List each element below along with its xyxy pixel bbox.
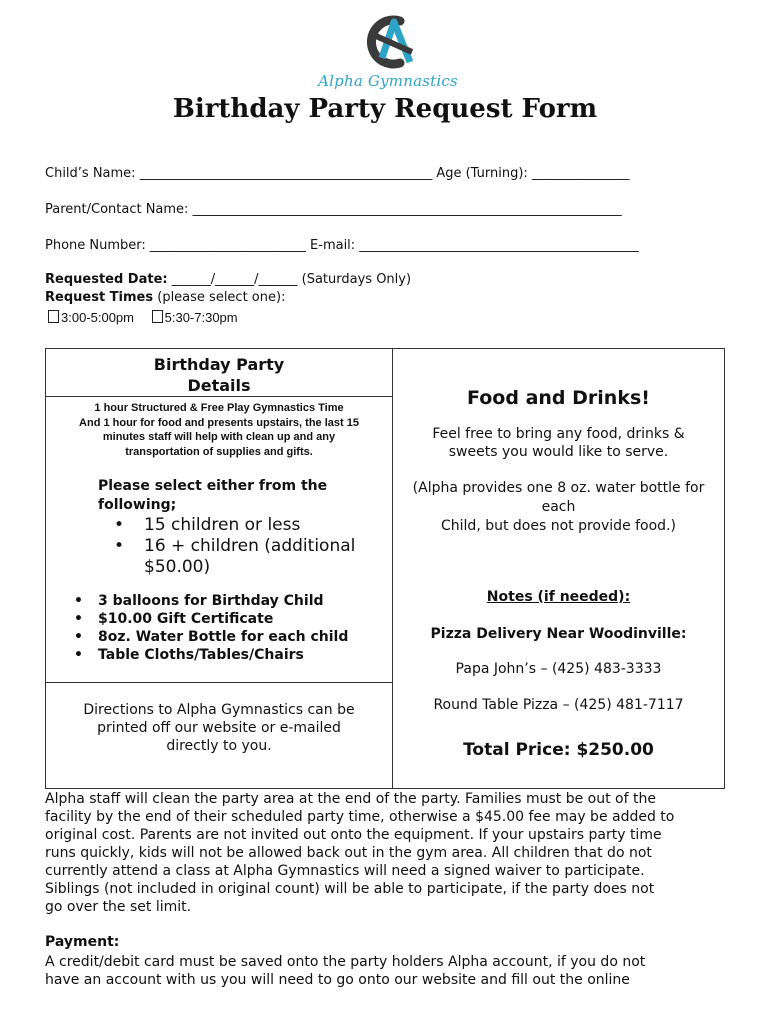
bullet-icon: • xyxy=(114,515,125,535)
bullet-icon: • xyxy=(74,629,83,645)
list-item: • 15 children or less xyxy=(114,515,301,535)
children-count-options xyxy=(114,515,392,578)
bullet-icon: • xyxy=(74,593,83,609)
bullet-icon: • xyxy=(114,536,125,556)
request-times-hint: (please select one): xyxy=(153,290,286,305)
list-item: • 3 balloons for Birthday Child xyxy=(74,593,324,609)
directions-note: Directions to Alpha Gymnastics can be printed off our website or e-mailed directly to you. xyxy=(83,702,355,754)
party-policy: Alpha staff will clean the party area at the end of the party. Families must be out of the facility by the end of their scheduled party time, otherwise a $45.00 fee may be added to original cost. Parents are not invited out onto the equipment. If your upstairs party time runs quickly, kids will not be allowed back out in the gym area. All children that do not currently attend a class at Alpha Gymnastics will need a signed waiver to participate. Siblings (not included in original count) will be able to participate, if the party does not go over the set limit. xyxy=(45,791,675,915)
payment-heading: Payment: xyxy=(45,934,120,950)
table-divider xyxy=(392,349,393,788)
bullet-icon: • xyxy=(74,611,83,627)
alpha-logo-icon xyxy=(356,12,420,72)
payment-text: A credit/debit card must be saved onto the party holders Alpha account, if you do not have an account with us you will need to go onto our website and fill out the online xyxy=(45,954,646,988)
bullet-icon: • xyxy=(74,647,83,663)
requested-date-label: Requested Date: xyxy=(45,272,168,287)
pizza-heading: Pizza Delivery Near Woodinville: xyxy=(430,626,687,642)
requested-date-row xyxy=(45,272,411,287)
page-title: Birthday Party Request Form xyxy=(172,94,598,124)
logo-wordmark: Alpha Gymnastics xyxy=(318,72,458,90)
list-item: • 16 + children (additional $50.00) xyxy=(114,536,356,577)
time-option-label: 5:30-7:30pm xyxy=(164,310,238,325)
phone-email-field[interactable]: Phone Number: ________________________ E-mail: ___________________________________________ xyxy=(45,238,639,253)
alpha-gymnastics-logo xyxy=(318,12,458,96)
pizza-option-papa-johns: Papa John’s – (425) 483-3333 xyxy=(455,661,662,677)
included-items-list xyxy=(74,592,392,664)
table-divider xyxy=(46,682,392,683)
parent-contact-field[interactable]: Parent/Contact Name: __________________________________________________________________ xyxy=(45,202,622,217)
table-divider xyxy=(46,396,392,397)
list-item: • $10.00 Gift Certificate xyxy=(74,611,274,627)
total-price: Total Price: $250.00 xyxy=(463,740,654,760)
pizza-option-round-table: Round Table Pizza – (425) 481-7117 xyxy=(433,697,684,713)
notes-heading: Notes (if needed): xyxy=(486,589,631,605)
water-bottle-note: (Alpha provides one 8 oz. water bottle for each Child, but does not provide food.) xyxy=(412,480,705,534)
select-heading: Please select either from the following; xyxy=(98,478,328,513)
requested-date-field[interactable]: ______/______/______ (Saturdays Only) xyxy=(167,272,412,287)
time-option-label: 3:00-5:00pm xyxy=(61,310,134,325)
checkbox-icon[interactable] xyxy=(152,310,163,323)
request-times-row xyxy=(45,290,285,305)
time-option-2[interactable] xyxy=(152,310,238,325)
party-details-table xyxy=(45,348,725,789)
checkbox-icon[interactable] xyxy=(48,310,59,323)
details-title: Birthday Party Details xyxy=(153,355,285,395)
time-option-1[interactable] xyxy=(48,310,134,325)
food-title: Food and Drinks! xyxy=(467,387,650,409)
details-description: 1 hour Structured & Free Play Gymnastics Time And 1 hour for food and presents upstairs, the last 15 minutes staff will help with clean up and any transportation of supplies and gifts. xyxy=(79,402,359,458)
list-item: • 8oz. Water Bottle for each child xyxy=(74,629,349,645)
request-times-label: Request Times xyxy=(45,290,154,305)
request-time-options xyxy=(48,310,252,325)
food-text: Feel free to bring any food, drinks & sweets you would like to serve. xyxy=(432,426,685,460)
list-item: • Table Cloths/Tables/Chairs xyxy=(74,647,304,663)
childs-name-field[interactable]: Child’s Name: _____________________________________________ Age (Turning): _______________ xyxy=(45,166,630,181)
